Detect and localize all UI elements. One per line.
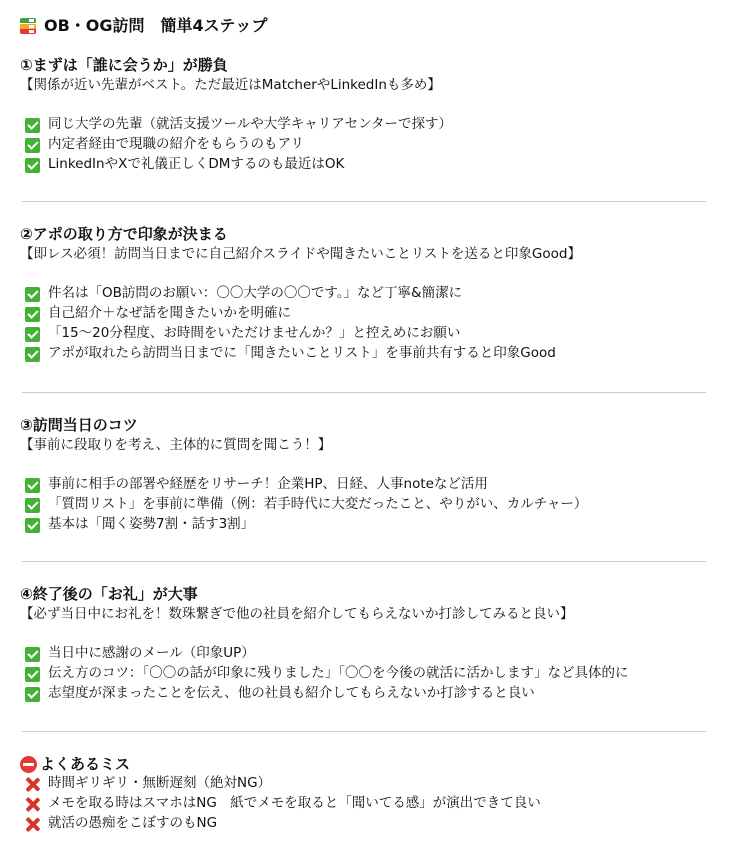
list-item — [20, 515, 720, 535]
cross-icon — [25, 777, 40, 792]
list-item-text: 伝え方のコツ：「〇〇の話が印象に残りました」「〇〇を今後の就活に活かします」など具体的に — [48, 665, 629, 682]
section-heading-text: よくあるミス — [40, 755, 131, 773]
cross-icon — [25, 817, 40, 832]
check-icon — [25, 347, 40, 362]
list-item — [20, 794, 720, 814]
list-item — [20, 115, 720, 135]
step-4-section — [20, 584, 720, 704]
list-item — [20, 324, 720, 344]
list-item-text: 件名は「OB訪問のお願い：〇〇大学の〇〇です。」など丁寧&簡潔に — [48, 285, 463, 302]
divider — [22, 731, 706, 732]
check-icon — [25, 498, 40, 513]
list-item-text: 基本は「聞く姿勢7割・話す3割」 — [48, 516, 255, 533]
list-item — [20, 644, 720, 664]
list-item-text: 時間ギリギリ・無断遅刻（絶対NG） — [48, 775, 272, 792]
check-icon — [25, 327, 40, 342]
section-heading: ③訪問当日のコツ — [20, 416, 138, 434]
section-note: 【即レス必須！訪問当日までに自己紹介スライドや聞きたいことリストを送ると印象Good】 — [20, 246, 581, 262]
list-item — [20, 495, 720, 515]
check-icon — [25, 118, 40, 133]
no-entry-icon — [20, 756, 37, 773]
list-item — [20, 814, 720, 834]
section-note: 【関係が近い先輩がベスト。ただ最近はMatcherやLinkedInも多め】 — [20, 77, 441, 93]
list-item — [20, 304, 720, 324]
list-item-text: 「15〜20分程度、お時間をいただけませんか？」と控えめにお願い — [48, 325, 461, 342]
section-heading: ①まずは「誰に会うか」が勝負 — [20, 56, 228, 74]
cross-icon — [25, 797, 40, 812]
step-1-section — [20, 55, 720, 175]
page-title-text: OB・OG訪問 簡単4ステップ — [44, 16, 268, 35]
list-item-text: アポが取れたら訪問当日までに「聞きたいことリスト」を事前共有すると印象Good — [48, 345, 556, 362]
section-note: 【必ず当日中にお礼を！数珠繋ぎで他の社員を紹介してもらえないか打診してみると良い】 — [20, 606, 574, 622]
check-icon — [25, 518, 40, 533]
list-item-text: 志望度が深まったことを伝え、他の社員も紹介してもらえないか打診すると良い — [48, 685, 535, 702]
check-icon — [25, 687, 40, 702]
list-item-text: 事前に相手の部署や経歴をリサーチ！企業HP、日経、人事noteなど活用 — [48, 476, 488, 493]
common-mistakes-section — [20, 754, 720, 834]
list-item — [20, 155, 720, 175]
list-item — [20, 774, 720, 794]
check-icon — [25, 307, 40, 322]
list-item-text: 「質問リスト」を事前に準備（例：若手時代に大変だったこと、やりがい、カルチャー） — [48, 496, 588, 513]
list-item-text: メモを取る時はスマホはNG 紙でメモを取ると「聞いてる感」が演出できて良い — [48, 795, 541, 812]
books-icon — [20, 18, 36, 34]
step-3-section — [20, 415, 720, 535]
list-item — [20, 135, 720, 155]
list-item — [20, 344, 720, 364]
step-2-section — [20, 224, 720, 364]
section-heading: ②アポの取り方で印象が決まる — [20, 225, 228, 243]
section-heading: ④終了後の「お礼」が大事 — [20, 585, 198, 603]
check-icon — [25, 478, 40, 493]
divider — [22, 201, 706, 202]
checklist — [20, 284, 720, 364]
checklist — [20, 644, 720, 704]
checklist — [20, 115, 720, 175]
list-item-text: LinkedInやXで礼儀正しくDMするのも最近はOK — [48, 156, 345, 173]
checklist — [20, 475, 720, 535]
list-item — [20, 684, 720, 704]
section-heading — [20, 754, 720, 774]
check-icon — [25, 287, 40, 302]
mistake-list — [20, 774, 720, 834]
list-item — [20, 284, 720, 304]
list-item-text: 内定者経由で現職の紹介をもらうのもアリ — [48, 136, 304, 153]
page-title — [20, 16, 267, 36]
list-item-text: 自己紹介＋なぜ話を聞きたいかを明確に — [48, 305, 291, 322]
list-item-text: 同じ大学の先輩（就活支援ツールや大学キャリアセンターで探す） — [48, 116, 453, 133]
list-item — [20, 475, 720, 495]
divider — [22, 561, 706, 562]
list-item-text: 当日中に感謝のメール（印象UP） — [48, 645, 255, 662]
section-note: 【事前に段取りを考え、主体的に質問を聞こう！】 — [20, 437, 332, 453]
check-icon — [25, 138, 40, 153]
check-icon — [25, 667, 40, 682]
divider — [22, 392, 706, 393]
list-item-text: 就活の愚痴をこぼすのもNG — [48, 815, 218, 832]
list-item — [20, 664, 720, 684]
check-icon — [25, 158, 40, 173]
check-icon — [25, 647, 40, 662]
